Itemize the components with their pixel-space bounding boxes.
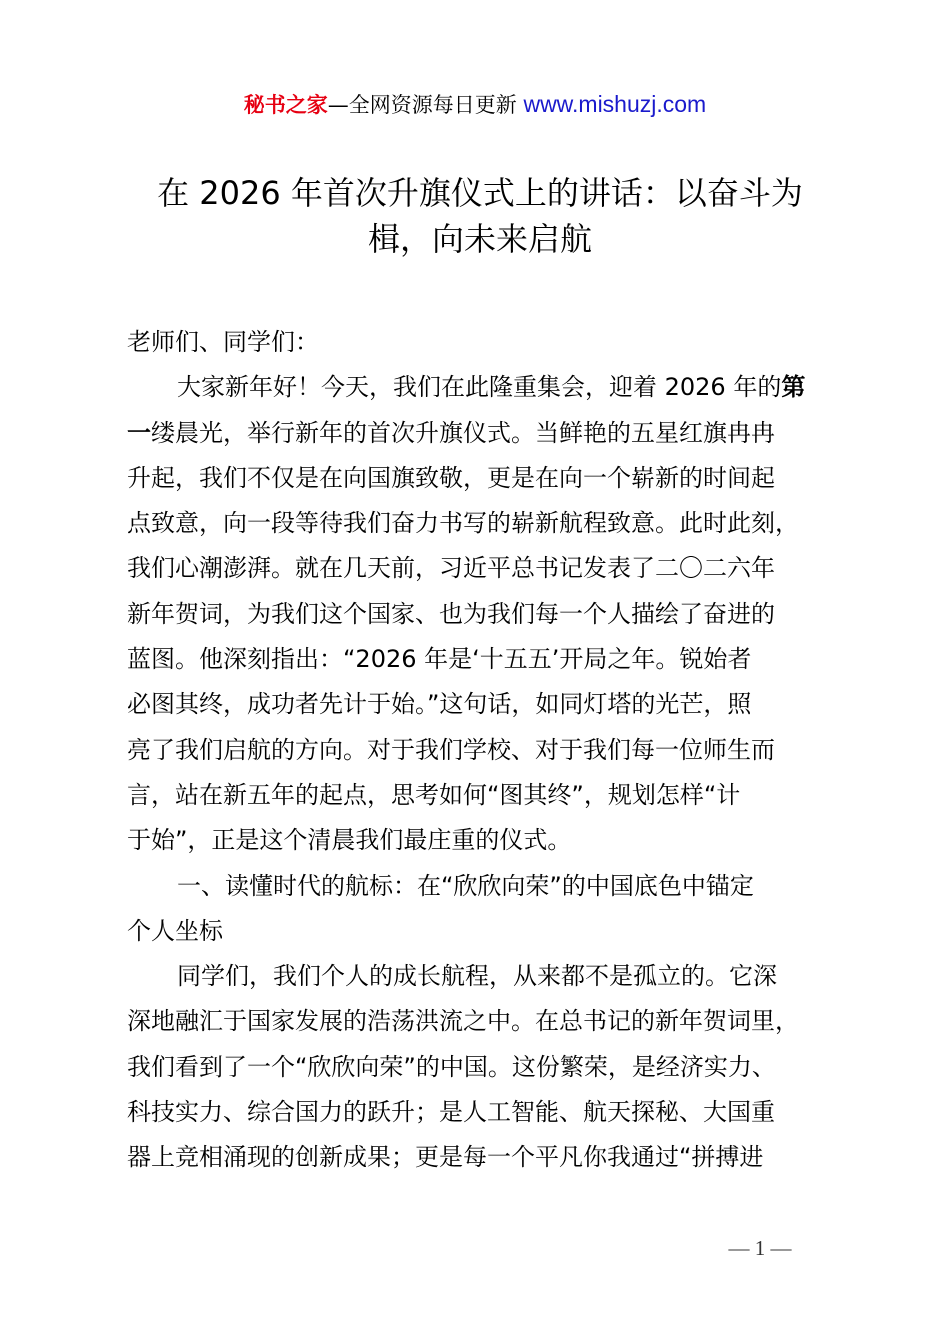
- salutation: 老师们、同学们：: [127, 328, 319, 356]
- paragraph-line: 我们心潮澎湃。就在几天前，习近平总书记发表了二〇二六年: [127, 554, 775, 583]
- paragraph-line: 亮了我们启航的方向。对于我们学校、对于我们每一位师生而: [127, 735, 775, 764]
- paragraph-line: 必图其终，成功者先计于始。”这句话，如同灯塔的光芒，照: [127, 690, 752, 719]
- paragraph-text: 大家新年好！今天，我们在此隆重集会，迎着 2026 年的: [177, 373, 782, 402]
- paragraph-line: 我们看到了一个“欣欣向荣”的中国。这份繁荣，是经济实力、: [127, 1052, 776, 1081]
- page-number: — 1 —: [728, 1236, 792, 1260]
- paragraph-line: 蓝图。他深刻指出：“2026 年是‘十五五’开局之年。锐始者: [127, 645, 752, 674]
- title-line-1: 在 2026 年首次升旗仪式上的讲话：以奋斗为: [157, 174, 803, 212]
- section-heading-line: 一、读懂时代的航标：在“欣欣向荣”的中国底色中锚定: [177, 871, 754, 900]
- paragraph-line: 于始”，正是这个清晨我们最庄重的仪式。: [127, 826, 572, 855]
- paragraph-line: 科技实力、综合国力的跃升；是人工智能、航天探秘、大国重: [127, 1098, 775, 1127]
- paragraph-line: 点致意，向一段等待我们奋力书写的崭新航程致意。此时此刻，: [127, 509, 799, 538]
- site-banner: [0, 88, 950, 121]
- paragraph-line: 新年贺词，为我们这个国家、也为我们每一个人描绘了奋进的: [127, 599, 775, 628]
- paragraph-line: 深地融汇于国家发展的浩荡洪流之中。在总书记的新年贺词里，: [127, 1007, 799, 1036]
- banner-slogan: —全网资源每日更新: [327, 93, 517, 117]
- document-body: [127, 320, 847, 1181]
- paragraph-line: 器上竞相涌现的创新成果；更是每一个平凡你我通过“拼搏进: [127, 1143, 764, 1172]
- paragraph-line: [127, 365, 847, 410]
- section-heading-line: 个人坐标: [127, 916, 223, 945]
- brand-name: 秘书之家: [243, 93, 328, 117]
- bold-text: 一: [127, 418, 151, 447]
- paragraph-line: 同学们，我们个人的成长航程，从来都不是孤立的。它深: [177, 962, 777, 991]
- bold-text: 第: [781, 373, 806, 402]
- paragraph-text: 缕晨光，举行新年的首次升旗仪式。当鲜艳的五星红旗冉冉: [151, 418, 775, 447]
- paragraph-line: [127, 411, 847, 456]
- paragraph-line: 言，站在新五年的起点，思考如何“图其终”，规划怎样“计: [127, 780, 741, 809]
- title-line-2: 楫，向未来启航: [367, 220, 592, 258]
- document-title: [120, 170, 840, 262]
- paragraph-line: 升起，我们不仅是在向国旗致敬，更是在向一个崭新的时间起: [127, 463, 775, 492]
- site-url-link[interactable]: www.mishuzj.com: [523, 91, 707, 117]
